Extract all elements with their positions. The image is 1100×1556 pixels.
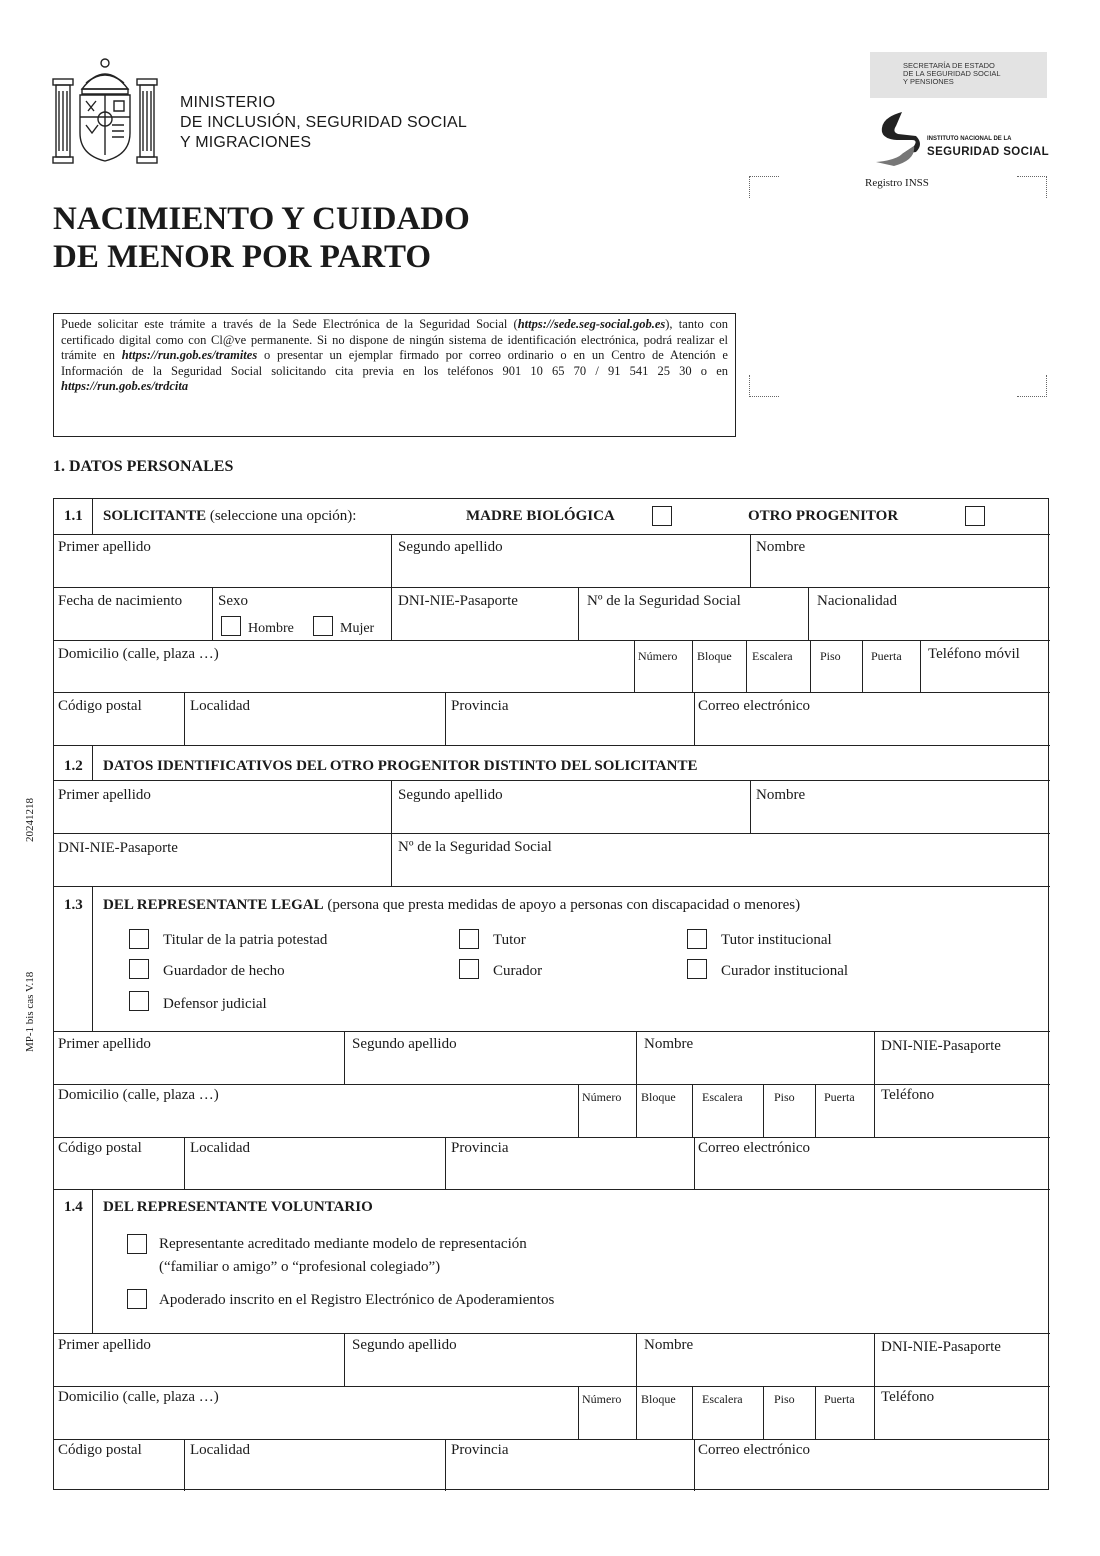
registro-corner-bl — [749, 375, 779, 397]
divider — [810, 640, 811, 692]
representante-legal-subtitle: (persona que presta medidas de apoyo a personas con discapacidad o menores) — [323, 897, 801, 913]
ministry-name — [180, 93, 467, 153]
legal-segundo-apellido-field[interactable]: Segundo apellido — [352, 1036, 457, 1052]
otro-progenitor-checkbox[interactable] — [965, 506, 985, 526]
puerta-field[interactable]: Puerta — [871, 649, 902, 663]
divider — [54, 886, 1050, 887]
guardador-de-hecho-checkbox[interactable] — [129, 959, 149, 979]
divider — [445, 692, 446, 745]
piso-field[interactable]: Piso — [820, 649, 841, 663]
voluntario-provincia-field[interactable]: Provincia — [451, 1442, 509, 1458]
otro-primer-apellido-field[interactable]: Primer apellido — [58, 787, 151, 803]
otro-progenitor-label: OTRO PROGENITOR — [748, 508, 899, 524]
otro-nss-field[interactable]: Nº de la Seguridad Social — [398, 839, 552, 855]
voluntario-puerta-field[interactable]: Puerta — [824, 1392, 855, 1406]
voluntario-bloque-field[interactable]: Bloque — [641, 1392, 676, 1406]
divider — [636, 1084, 637, 1137]
legal-puerta-field[interactable]: Puerta — [824, 1090, 855, 1104]
divider — [692, 1084, 693, 1137]
divider — [54, 1333, 1050, 1334]
divider — [634, 640, 635, 692]
otro-nombre-field[interactable]: Nombre — [756, 787, 806, 803]
divider — [763, 1386, 764, 1439]
divider — [92, 1189, 93, 1333]
divider — [344, 1031, 345, 1084]
legal-dni-field[interactable]: DNI-NIE-Pasaporte — [881, 1038, 1001, 1054]
divider — [54, 1031, 1050, 1032]
section-1-1-title — [103, 508, 356, 525]
hombre-checkbox[interactable] — [221, 616, 241, 636]
nss-field[interactable]: Nº de la Seguridad Social — [587, 593, 741, 609]
telefono-movil-field[interactable]: Teléfono móvil — [928, 646, 1020, 662]
intro-text-1: Puede solicitar este trámite a través de la Sede Electrónica de la Seguridad Social ( — [61, 317, 518, 331]
divider — [874, 1084, 875, 1137]
tramites-link[interactable]: https://run.gob.es/tramites — [121, 348, 258, 363]
inss-small-text: INSTITUTO NACIONAL DE LA — [927, 136, 1012, 142]
divider — [874, 1386, 875, 1439]
page-title — [53, 200, 470, 276]
secretaria-box — [870, 52, 1047, 98]
divider — [54, 587, 1050, 588]
divider — [54, 1189, 1050, 1190]
voluntario-codigo-postal-field[interactable]: Código postal — [58, 1442, 142, 1458]
divider — [692, 640, 693, 692]
registro-corner-br — [1017, 375, 1047, 397]
tutor-institucional-label: Tutor institucional — [721, 932, 832, 948]
voluntario-escalera-field[interactable]: Escalera — [702, 1392, 743, 1406]
divider — [54, 1137, 1050, 1138]
divider — [184, 692, 185, 745]
divider — [184, 1137, 185, 1189]
divider — [694, 692, 695, 745]
section-1-4-title: DEL REPRESENTANTE VOLUNTARIO — [103, 1199, 373, 1215]
otro-segundo-apellido-field[interactable]: Segundo apellido — [398, 787, 503, 803]
representante-legal-label: DEL REPRESENTANTE LEGAL — [103, 897, 324, 913]
title-line-1: NACIMIENTO Y CUIDADO — [53, 201, 470, 237]
divider — [808, 587, 809, 640]
registro-corner-tr — [1017, 176, 1047, 198]
divider — [391, 780, 392, 833]
registro-label: Registro INSS — [865, 177, 929, 189]
divider — [578, 587, 579, 640]
divider — [636, 1333, 637, 1386]
divider — [92, 499, 93, 534]
section-1-4-number: 1.4 — [64, 1199, 83, 1215]
guardador-de-hecho-label: Guardador de hecho — [163, 963, 285, 979]
primer-apellido-field[interactable]: Primer apellido — [58, 539, 151, 555]
ministry-line-1: MINISTERIO — [180, 94, 276, 111]
divider — [92, 886, 93, 1031]
voluntario-correo-field[interactable]: Correo electrónico — [698, 1442, 811, 1458]
voluntario-segundo-apellido-field[interactable]: Segundo apellido — [352, 1337, 457, 1353]
fecha-nacimiento-field[interactable]: Fecha de nacimiento — [58, 593, 183, 609]
legal-codigo-postal-field[interactable]: Código postal — [58, 1140, 142, 1156]
divider — [636, 1386, 637, 1439]
divider — [920, 640, 921, 692]
divider — [636, 1031, 637, 1084]
registro-corner-tl — [749, 176, 779, 198]
divider — [445, 1439, 446, 1491]
bloque-field[interactable]: Bloque — [697, 649, 732, 663]
legal-piso-field[interactable]: Piso — [774, 1090, 795, 1104]
localidad-field[interactable]: Localidad — [190, 698, 250, 714]
voluntario-domicilio-field[interactable]: Domicilio (calle, plaza …) — [58, 1389, 219, 1405]
voluntario-primer-apellido-field[interactable]: Primer apellido — [58, 1337, 151, 1353]
secretaria-line-1: SECRETARÍA DE ESTADO — [903, 61, 995, 70]
section-1-2-number: 1.2 — [64, 758, 83, 774]
divider — [184, 1439, 185, 1491]
divider — [445, 1137, 446, 1189]
legal-escalera-field[interactable]: Escalera — [702, 1090, 743, 1104]
segundo-apellido-field[interactable]: Segundo apellido — [398, 539, 503, 555]
divider — [54, 780, 1050, 781]
curador-institucional-label: Curador institucional — [721, 963, 849, 979]
legal-telefono-field[interactable]: Teléfono — [881, 1087, 935, 1103]
tutor-institucional-checkbox[interactable] — [687, 929, 707, 949]
correo-field[interactable]: Correo electrónico — [698, 698, 811, 714]
legal-numero-field[interactable]: Número — [582, 1090, 622, 1104]
intro-text-3: o presentar un ejemplar firmado por correo ordinario o en un Centro de Atención e Información de la Seguridad Social solicitando cita previa en los teléfonos 901 10 65 70 / 91 541 25 30 o en — [61, 348, 728, 378]
divider — [391, 833, 392, 886]
domicilio-field[interactable]: Domicilio (calle, plaza …) — [58, 646, 219, 662]
divider — [344, 1333, 345, 1386]
apoderado-inscrito-label: Apoderado inscrito en el Registro Electrónico de Apoderamientos — [159, 1292, 555, 1308]
divider — [391, 534, 392, 587]
divider — [750, 780, 751, 833]
side-date-code: 20241218 — [24, 798, 36, 842]
voluntario-dni-field[interactable]: DNI-NIE-Pasaporte — [881, 1339, 1001, 1355]
sexo-label: Sexo — [218, 593, 248, 609]
divider — [578, 1386, 579, 1439]
otro-dni-field[interactable]: DNI-NIE-Pasaporte — [58, 840, 178, 856]
divider — [391, 587, 392, 640]
solicitante-label: SOLICITANTE — [103, 508, 207, 524]
divider — [862, 640, 863, 692]
divider — [578, 1084, 579, 1137]
defensor-judicial-label: Defensor judicial — [163, 996, 267, 1012]
divider — [54, 534, 1050, 535]
voluntario-telefono-field[interactable]: Teléfono — [881, 1389, 935, 1405]
secretaria-line-3: Y PENSIONES — [903, 77, 954, 86]
solicitante-subtitle: (seleccione una opción): — [206, 508, 357, 524]
divider — [54, 833, 1050, 834]
title-line-2: DE MENOR POR PARTO — [53, 239, 432, 275]
divider — [815, 1386, 816, 1439]
legal-domicilio-field[interactable]: Domicilio (calle, plaza …) — [58, 1087, 219, 1103]
divider — [746, 640, 747, 692]
divider — [874, 1333, 875, 1386]
inss-name: SEGURIDAD SOCIAL — [927, 146, 1050, 158]
representante-acreditado-label: Representante acreditado mediante modelo de representación — [159, 1236, 527, 1252]
provincia-field[interactable]: Provincia — [451, 698, 509, 714]
codigo-postal-field[interactable]: Código postal — [58, 698, 142, 714]
ministry-line-3: Y MIGRACIONES — [180, 134, 312, 151]
nombre-field[interactable]: Nombre — [756, 539, 806, 555]
titular-patria-potestad-checkbox[interactable] — [129, 929, 149, 949]
divider — [874, 1031, 875, 1084]
legal-primer-apellido-field[interactable]: Primer apellido — [58, 1036, 151, 1052]
side-model-code: MP-1 bis cas V.18 — [24, 971, 36, 1052]
trdcita-link[interactable]: https://run.gob.es/trdcita — [61, 379, 189, 394]
coat-of-arms-icon — [50, 55, 160, 167]
mujer-label: Mujer — [340, 621, 375, 636]
divider — [92, 745, 93, 780]
numero-field[interactable]: Número — [638, 649, 678, 663]
divider — [54, 1439, 1050, 1440]
representante-acreditado-sublabel: (“familiar o amigo” o “profesional colegiado”) — [159, 1259, 441, 1275]
curador-label: Curador — [493, 963, 543, 979]
curador-institucional-checkbox[interactable] — [687, 959, 707, 979]
divider — [54, 692, 1050, 693]
intro-text — [53, 313, 736, 437]
legal-nombre-field[interactable]: Nombre — [644, 1036, 694, 1052]
divider — [54, 1084, 1050, 1085]
voluntario-piso-field[interactable]: Piso — [774, 1392, 795, 1406]
section-1-3-number: 1.3 — [64, 897, 83, 913]
intro-text-2: ), tanto con certificado digital como con Cl@ve permanente. Si no dispone de ningún sistema de identificación electrónica, podrá realizar el trámite en — [61, 317, 728, 363]
divider — [815, 1084, 816, 1137]
secretaria-line-2: DE LA SEGURIDAD SOCIAL — [903, 69, 1001, 78]
madre-biologica-label: MADRE BIOLÓGICA — [466, 508, 615, 524]
voluntario-localidad-field[interactable]: Localidad — [190, 1442, 250, 1458]
voluntario-numero-field[interactable]: Número — [582, 1392, 622, 1406]
section-1-3-title — [103, 897, 800, 914]
dni-field[interactable]: DNI-NIE-Pasaporte — [398, 593, 518, 609]
legal-provincia-field[interactable]: Provincia — [451, 1140, 509, 1156]
voluntario-nombre-field[interactable]: Nombre — [644, 1337, 694, 1353]
section-title-datos-personales: 1. DATOS PERSONALES — [53, 458, 234, 475]
mujer-checkbox[interactable] — [313, 616, 333, 636]
divider — [692, 1386, 693, 1439]
divider — [54, 745, 1050, 746]
apoderado-inscrito-checkbox[interactable] — [127, 1289, 147, 1309]
inss-logo-icon — [872, 110, 924, 168]
divider — [694, 1439, 695, 1491]
divider — [54, 640, 1050, 641]
divider — [763, 1084, 764, 1137]
section-1-2-title: DATOS IDENTIFICATIVOS DEL OTRO PROGENITOR DISTINTO DEL SOLICITANTE — [103, 758, 698, 774]
hombre-label: Hombre — [248, 621, 294, 636]
escalera-field[interactable]: Escalera — [752, 649, 793, 663]
madre-biologica-checkbox[interactable] — [652, 506, 672, 526]
nacionalidad-field[interactable]: Nacionalidad — [817, 593, 897, 609]
tutor-checkbox[interactable] — [459, 929, 479, 949]
divider — [212, 587, 213, 640]
divider — [54, 1386, 1050, 1387]
ministry-line-2: DE INCLUSIÓN, SEGURIDAD SOCIAL — [180, 114, 467, 131]
defensor-judicial-checkbox[interactable] — [129, 991, 149, 1011]
divider — [750, 534, 751, 587]
divider — [694, 1137, 695, 1189]
sede-link[interactable]: https://sede.seg-social.gob.es — [517, 317, 666, 331]
titular-patria-potestad-label: Titular de la patria potestad — [163, 932, 328, 948]
legal-bloque-field[interactable]: Bloque — [641, 1090, 676, 1104]
representante-acreditado-checkbox[interactable] — [127, 1234, 147, 1254]
section-1-1-number: 1.1 — [64, 508, 83, 524]
legal-localidad-field[interactable]: Localidad — [190, 1140, 250, 1156]
curador-checkbox[interactable] — [459, 959, 479, 979]
legal-correo-field[interactable]: Correo electrónico — [698, 1140, 811, 1156]
personal-data-form — [53, 498, 1049, 1490]
tutor-label: Tutor — [493, 932, 526, 948]
